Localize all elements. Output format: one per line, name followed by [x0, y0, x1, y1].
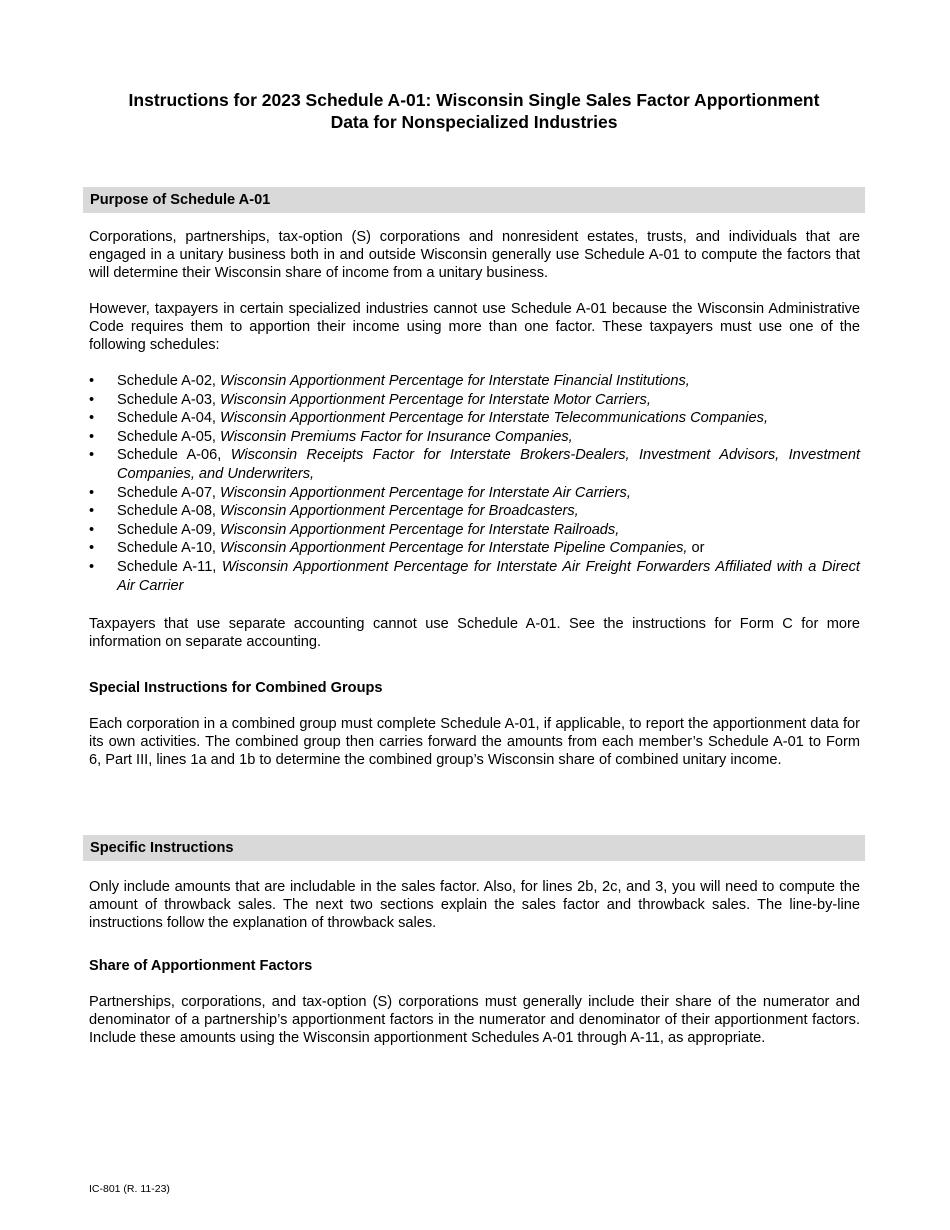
schedule-title: Wisconsin Apportionment Percentage for Interstate Pipeline Companies,: [220, 540, 688, 557]
schedule-list-item: [89, 558, 860, 595]
schedule-number: Schedule A-10,: [117, 540, 221, 557]
bullet-icon: •: [89, 447, 95, 464]
document-title: [83, 89, 865, 133]
purpose-paragraph-1: Corporations, partnerships, tax-option (S) corporations and nonresident estates, trusts, and individuals that are engaged in a unitary business both in and outside Wisconsin generally use Schedule A-01 to compute the factors that will determine their Wisconsin share of income from a unitary business.: [89, 229, 860, 281]
bullet-icon: •: [89, 521, 95, 538]
combined-groups-heading: Special Instructions for Combined Groups: [89, 680, 383, 696]
bullet-icon: •: [89, 484, 95, 501]
schedule-title: Wisconsin Apportionment Percentage for Broadcasters,: [220, 503, 579, 520]
combined-groups-paragraph: Each corporation in a combined group must complete Schedule A-01, if applicable, to report the apportionment data for its own activities. The combined group then carries forward the amounts from each member’s Schedule A-01 to Form 6, Part III, lines 1a and 1b to determine the combined group’s Wisconsin share of combined unitary income.: [89, 716, 860, 768]
bullet-icon: •: [89, 373, 95, 389]
title-line-1: Instructions for 2023 Schedule A-01: Wisconsin Single Sales Factor Apportionment: [128, 90, 820, 110]
schedule-list-item: [89, 409, 860, 428]
share-factors-paragraph: Partnerships, corporations, and tax-option (S) corporations must generally include their share of the numerator and denominator of a partnership’s apportionment factors in the numerator and denominator of their apportionment factors. Include these amounts using the Wisconsin apportionment Schedules A-01 through A-11, as appropriate.: [89, 994, 860, 1046]
schedule-list-item: [89, 446, 860, 483]
schedule-suffix: or: [687, 540, 705, 557]
schedule-number: Schedule A-06,: [117, 447, 231, 464]
bullet-icon: •: [89, 558, 95, 575]
share-factors-heading: Share of Apportionment Factors: [89, 958, 313, 974]
schedule-list-item: [89, 428, 860, 447]
schedule-title: Wisconsin Apportionment Percentage for Interstate Railroads,: [220, 521, 620, 538]
schedule-number: Schedule A-09,: [117, 521, 221, 538]
schedule-number: Schedule A-03,: [117, 391, 221, 408]
specific-paragraph-1: Only include amounts that are includable in the sales factor. Also, for lines 2b, 2c, and 3, you will need to compute the amount of throwback sales. The next two sections explain the sales factor and throwback sales. The line-by-line instructions follow the explanation of throwback sales.: [89, 879, 860, 931]
bullet-icon: •: [89, 391, 95, 408]
schedule-list-item: [89, 539, 860, 558]
section-heading-purpose: Purpose of Schedule A-01: [83, 187, 865, 213]
separate-accounting-paragraph: Taxpayers that use separate accounting cannot use Schedule A-01. See the instructions for Form C for more information on separate accounting.: [89, 616, 860, 650]
schedule-title: Wisconsin Apportionment Percentage for Interstate Motor Carriers,: [220, 391, 651, 408]
bullet-icon: •: [89, 410, 95, 427]
schedule-title: Wisconsin Apportionment Percentage for Interstate Air Freight Forwarders Affiliated with a Direct Air Carrier: [117, 558, 860, 594]
schedule-list-item: [89, 521, 860, 540]
section-heading-specific: Specific Instructions: [83, 835, 865, 861]
schedule-title: Wisconsin Apportionment Percentage for Interstate Financial Institutions,: [220, 373, 690, 389]
schedule-title: Wisconsin Apportionment Percentage for Interstate Telecommunications Companies,: [220, 410, 768, 427]
schedule-number: Schedule A-05,: [117, 428, 221, 445]
schedule-number: Schedule A-04,: [117, 410, 221, 427]
schedule-list-item: [89, 484, 860, 503]
bullet-icon: •: [89, 540, 95, 557]
schedule-number: Schedule A-11,: [117, 558, 222, 575]
purpose-paragraph-2: However, taxpayers in certain specialized industries cannot use Schedule A-01 because the Wisconsin Administrative Code requires them to apportion their income using more than one factor. These taxpayers must use one of the following schedules:: [89, 301, 860, 353]
schedule-number: Schedule A-08,: [117, 503, 221, 520]
schedule-list: [89, 372, 860, 595]
schedule-list-item: [89, 372, 860, 391]
schedule-list-item: [89, 391, 860, 410]
bullet-icon: •: [89, 503, 95, 520]
form-footer-code: IC-801 (R. 11-23): [89, 1183, 170, 1195]
title-line-2: Data for Nonspecialized Industries: [330, 112, 618, 132]
bullet-icon: •: [89, 428, 95, 445]
schedule-title: Wisconsin Premiums Factor for Insurance Companies,: [220, 428, 573, 445]
schedule-list-item: [89, 502, 860, 521]
schedule-number: Schedule A-02,: [117, 373, 221, 389]
schedule-number: Schedule A-07,: [117, 484, 221, 501]
schedule-title: Wisconsin Apportionment Percentage for Interstate Air Carriers,: [220, 484, 631, 501]
schedule-title: Wisconsin Receipts Factor for Interstate Brokers-Dealers, Investment Advisors, Investment Companies, and Underwriters,: [117, 447, 861, 482]
